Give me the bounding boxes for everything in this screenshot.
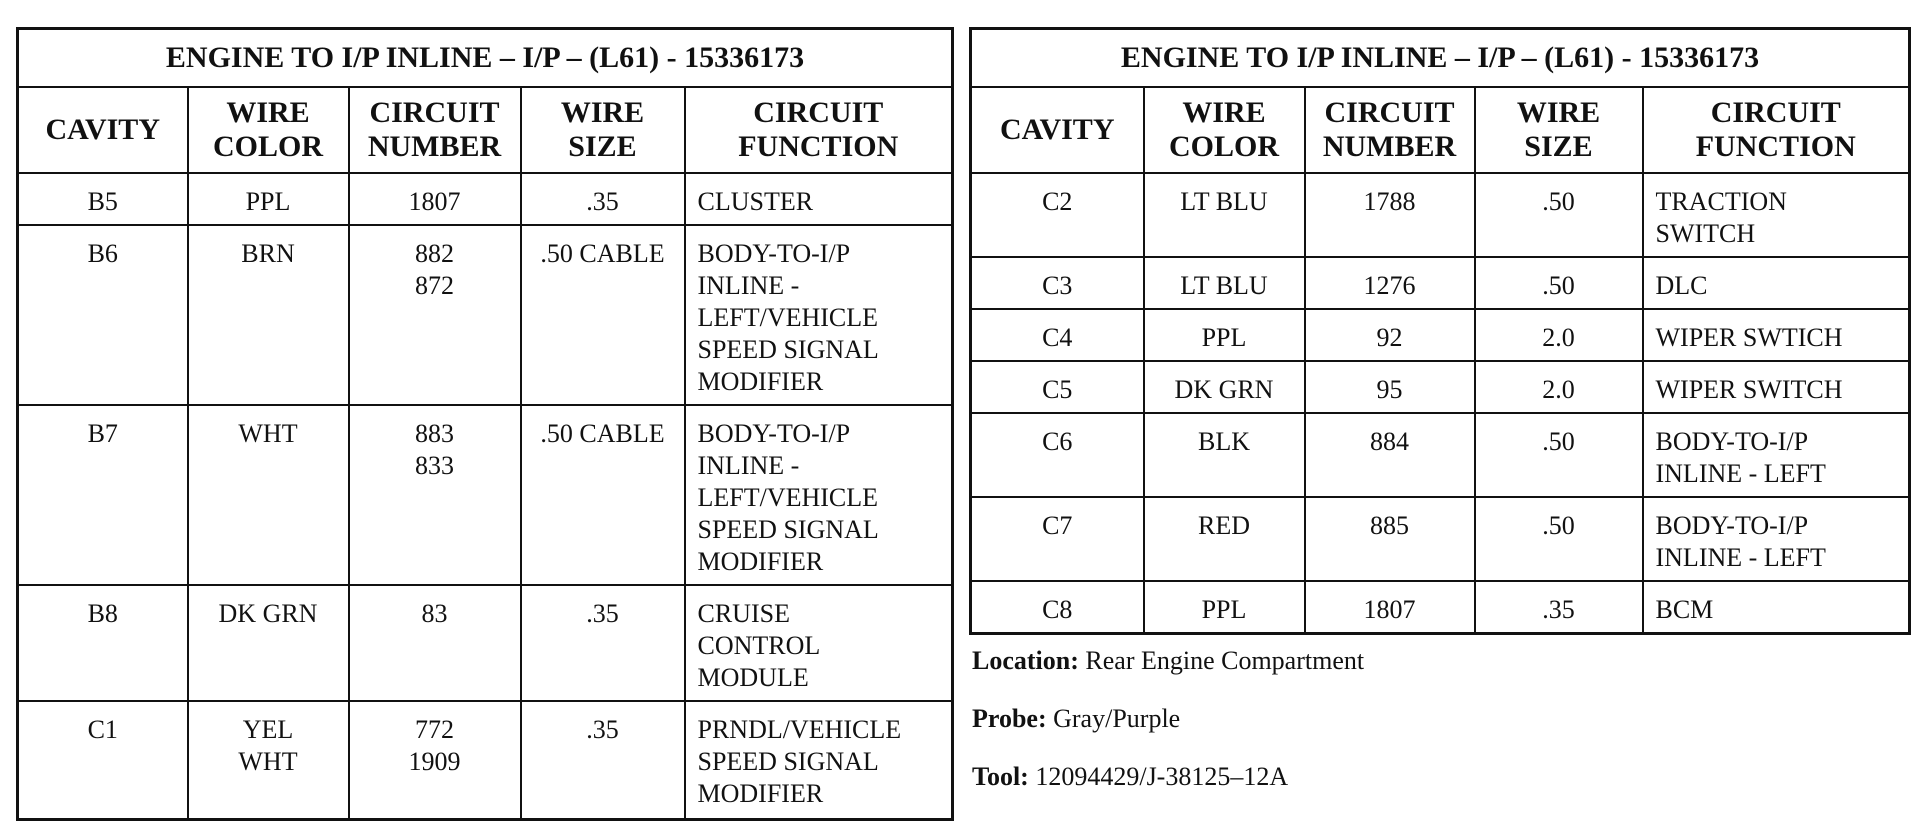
cell-line: 884 <box>1370 427 1409 456</box>
circuit-function-cell <box>685 585 953 701</box>
cell-line: WIPER SWITCH <box>1655 375 1843 404</box>
wire-color-cell <box>1144 497 1305 581</box>
cell-line: INLINE - <box>697 271 800 300</box>
circuit-number-cell <box>1305 173 1475 257</box>
cell-line: CLUSTER <box>697 187 814 216</box>
table-title: ENGINE TO I/P INLINE – I/P – (L61) - 15336173 <box>971 29 1910 88</box>
wire-size-cell: .35 <box>1475 581 1643 634</box>
cell-line: YEL <box>242 715 294 744</box>
cell-line: MODIFIER <box>697 547 824 576</box>
tool-line <box>972 762 1288 792</box>
cell-line: BCM <box>1655 595 1714 624</box>
probe-label: Probe: <box>972 704 1047 733</box>
wire-size-cell: .50 <box>1475 173 1643 257</box>
tool-value: 12094429/J-38125–12A <box>1035 762 1289 791</box>
circuit-function-cell <box>685 701 953 819</box>
wire-size-cell: .50 <box>1475 413 1643 497</box>
probe-line <box>972 704 1180 734</box>
table-row <box>971 413 1910 497</box>
cell-line: MODIFIER <box>697 367 824 396</box>
wire-color-cell <box>188 585 349 701</box>
wire-size-cell: .50 <box>1475 257 1643 309</box>
cell-line: CRUISE <box>697 599 790 628</box>
cell-line: PPL <box>1201 323 1247 352</box>
cavity-cell: C2 <box>971 173 1144 257</box>
circuit-function-cell <box>685 173 953 225</box>
table-row <box>971 309 1910 361</box>
cell-line: INLINE - LEFT <box>1655 543 1826 572</box>
tool-label: Tool: <box>972 762 1029 791</box>
wire-color-cell <box>188 405 349 585</box>
table-row <box>971 257 1910 309</box>
cell-line: BODY-TO-I/P <box>697 239 851 268</box>
table-row <box>971 581 1910 634</box>
cell-line: MODIFIER <box>697 779 824 808</box>
cell-line: 1276 <box>1363 271 1416 300</box>
cavity-cell: C6 <box>971 413 1144 497</box>
circuit-number-header <box>1305 87 1475 173</box>
cell-line: BLK <box>1198 427 1250 456</box>
cell-line: SPEED SIGNAL <box>697 335 879 364</box>
cell-line: PRNDL/VEHICLE <box>697 715 902 744</box>
circuit-function-cell <box>1643 581 1910 634</box>
circuit-function-cell <box>1643 173 1910 257</box>
probe-value: Gray/Purple <box>1053 704 1181 733</box>
cavity-cell: C8 <box>971 581 1144 634</box>
cavity-header <box>971 87 1144 173</box>
cavity-cell: B8 <box>18 585 188 701</box>
cell-line: PPL <box>245 187 291 216</box>
table-row <box>971 497 1910 581</box>
cell-line: SIZE <box>568 130 637 163</box>
circuit-number-cell <box>349 701 521 819</box>
cell-line: 772 <box>415 715 454 744</box>
table-row <box>18 585 953 701</box>
table-row <box>18 701 953 819</box>
cell-line: WIRE <box>226 96 310 129</box>
wire-size-cell: .50 CABLE <box>521 225 685 405</box>
cell-line: COLOR <box>212 130 323 163</box>
circuit-number-cell <box>1305 497 1475 581</box>
circuit-number-header <box>349 87 521 173</box>
table-row <box>971 361 1910 413</box>
circuit-number-cell <box>1305 413 1475 497</box>
cell-line: BODY-TO-I/P <box>1655 511 1809 540</box>
circuit-number-cell <box>349 405 521 585</box>
circuit-function-cell <box>1643 309 1910 361</box>
cell-line: 872 <box>415 271 454 300</box>
wire-color-cell <box>188 701 349 819</box>
table-row <box>971 173 1910 257</box>
wire-color-cell <box>1144 309 1305 361</box>
cell-line: TRACTION <box>1655 187 1787 216</box>
wire-color-cell <box>1144 361 1305 413</box>
cell-line: NUMBER <box>1322 130 1457 163</box>
wire-size-cell: 2.0 <box>1475 361 1643 413</box>
table-row <box>18 173 953 225</box>
wire-size-cell: .50 <box>1475 497 1643 581</box>
circuit-function-header <box>1643 87 1910 173</box>
cell-line: SPEED SIGNAL <box>697 747 879 776</box>
wire-size-cell: .35 <box>521 701 685 819</box>
wire-color-cell <box>188 225 349 405</box>
cavity-cell: C1 <box>18 701 188 819</box>
cell-line: 883 <box>415 419 454 448</box>
cell-line: LEFT/VEHICLE <box>697 483 879 512</box>
table-row <box>18 225 953 405</box>
cell-line: 92 <box>1376 323 1403 352</box>
cell-line: DK GRN <box>218 599 318 628</box>
cell-line: DK GRN <box>1174 375 1274 404</box>
cell-line: BODY-TO-I/P <box>697 419 851 448</box>
wire-size-header <box>521 87 685 173</box>
cell-line: WIPER SWTICH <box>1655 323 1843 352</box>
right-pinout-table <box>969 27 1911 635</box>
cell-line: LEFT/VEHICLE <box>697 303 879 332</box>
cell-line: 83 <box>421 599 448 628</box>
cell-line: BODY-TO-I/P <box>1655 427 1809 456</box>
circuit-function-cell <box>1643 497 1910 581</box>
circuit-function-cell <box>1643 413 1910 497</box>
cell-line: LT BLU <box>1180 187 1268 216</box>
cell-line: 833 <box>415 451 454 480</box>
cell-line: 95 <box>1376 375 1403 404</box>
circuit-function-cell <box>685 225 953 405</box>
wire-size-header <box>1475 87 1643 173</box>
cell-line: CAVITY <box>1000 113 1115 146</box>
wire-color-cell <box>1144 413 1305 497</box>
cavity-cell: C7 <box>971 497 1144 581</box>
cell-line: NUMBER <box>367 130 502 163</box>
cavity-cell: B6 <box>18 225 188 405</box>
cell-line: WIRE <box>1182 96 1266 129</box>
cell-line: INLINE - LEFT <box>1655 459 1826 488</box>
cell-line: INLINE - <box>697 451 800 480</box>
cell-line: PPL <box>1201 595 1247 624</box>
circuit-number-cell <box>349 225 521 405</box>
cell-line: SIZE <box>1524 130 1593 163</box>
cell-line: WHT <box>238 747 298 776</box>
circuit-number-cell <box>349 173 521 225</box>
wire-color-header <box>1144 87 1305 173</box>
circuit-number-cell <box>1305 361 1475 413</box>
cell-line: LT BLU <box>1180 271 1268 300</box>
cavity-cell: B5 <box>18 173 188 225</box>
cell-line: SWITCH <box>1655 219 1756 248</box>
cell-line: WHT <box>238 419 298 448</box>
left-pinout-table <box>16 27 954 821</box>
circuit-function-header <box>685 87 953 173</box>
wire-color-cell <box>1144 257 1305 309</box>
cell-line: SPEED SIGNAL <box>697 515 879 544</box>
cell-line: 1807 <box>1363 595 1416 624</box>
header-row <box>18 87 953 173</box>
circuit-function-cell <box>1643 361 1910 413</box>
cell-line: WIRE <box>1516 96 1601 129</box>
cell-line: CIRCUIT <box>753 96 884 129</box>
cell-line: WIRE <box>560 96 645 129</box>
cell-line: CIRCUIT <box>1710 96 1841 129</box>
wire-color-cell <box>1144 173 1305 257</box>
cell-line: COLOR <box>1168 130 1279 163</box>
cell-line: CAVITY <box>45 113 160 146</box>
circuit-number-cell <box>349 585 521 701</box>
wire-color-header <box>188 87 349 173</box>
cell-line: CIRCUIT <box>1324 96 1455 129</box>
circuit-function-cell <box>685 405 953 585</box>
cell-line: 882 <box>415 239 454 268</box>
cell-line: CONTROL <box>697 631 821 660</box>
cell-line: RED <box>1198 511 1250 540</box>
cell-line: DLC <box>1655 271 1708 300</box>
cell-line: FUNCTION <box>1695 130 1856 163</box>
cell-line: BRN <box>241 239 295 268</box>
cell-line: 1909 <box>408 747 461 776</box>
cell-line: 1788 <box>1363 187 1416 216</box>
cell-line: 1807 <box>408 187 461 216</box>
wire-color-cell <box>1144 581 1305 634</box>
circuit-number-cell <box>1305 309 1475 361</box>
wire-size-cell: .35 <box>521 173 685 225</box>
table-row <box>18 405 953 585</box>
wire-size-cell: 2.0 <box>1475 309 1643 361</box>
cell-line: CIRCUIT <box>369 96 500 129</box>
cavity-cell: B7 <box>18 405 188 585</box>
circuit-number-cell <box>1305 257 1475 309</box>
location-line <box>972 646 1364 676</box>
cell-line: FUNCTION <box>738 130 899 163</box>
table-title: ENGINE TO I/P INLINE – I/P – (L61) - 15336173 <box>18 29 953 88</box>
cavity-cell: C3 <box>971 257 1144 309</box>
cavity-cell: C4 <box>971 309 1144 361</box>
wire-size-cell: .35 <box>521 585 685 701</box>
wire-size-cell: .50 CABLE <box>521 405 685 585</box>
location-value: Rear Engine Compartment <box>1085 646 1365 675</box>
location-label: Location: <box>972 646 1079 675</box>
cell-line: 885 <box>1370 511 1409 540</box>
cavity-cell: C5 <box>971 361 1144 413</box>
cell-line: MODULE <box>697 663 809 692</box>
cavity-header <box>18 87 188 173</box>
circuit-function-cell <box>1643 257 1910 309</box>
circuit-number-cell <box>1305 581 1475 634</box>
wire-color-cell <box>188 173 349 225</box>
header-row <box>971 87 1910 173</box>
